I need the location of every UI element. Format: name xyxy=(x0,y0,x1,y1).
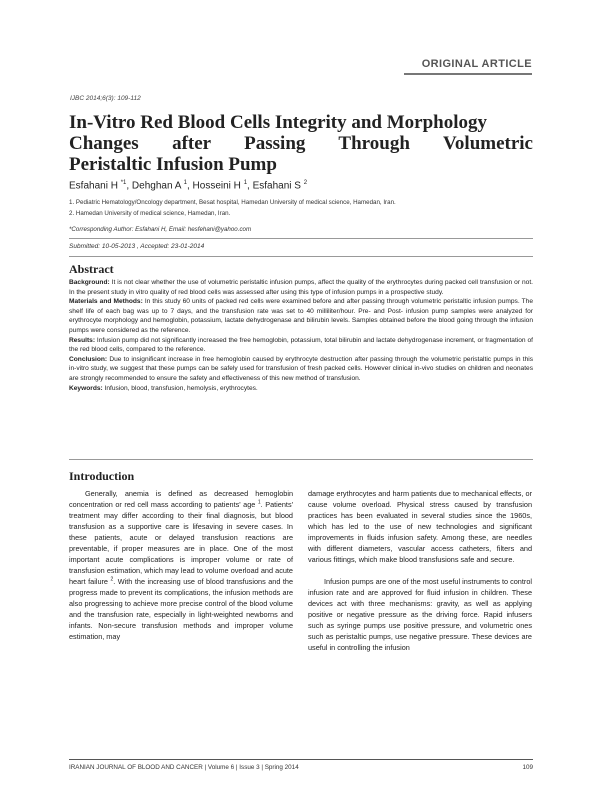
paragraph-text: Generally, anemia is defined as decreased hemoglobin concentration or red cell mass according to patients' age xyxy=(69,489,293,509)
divider xyxy=(69,256,533,257)
paragraph: damage erythrocytes and harm patients due to mechanical effects, or cause volume overload. Physical stress caused by transfusion practices has been evaluated in several studies since the 1960s, which has led to the use of new technologies and significant improvements in fluids infusion safety. Among these, are needles with different diameters, vascular access catheters, filters and various fittings, which make blood transfusions safe and secure. xyxy=(308,489,532,564)
title-line-1: In-Vitro Red Blood Cells Integrity and Morphology xyxy=(69,112,488,133)
paragraph: Infusion pumps are one of the most useful instruments to control infusion rate and are approved for fluid infusion in children. These devices act with three mechanisms: gravity, as well as applying positive or negative pressure as the driving force. Rapid infusers such as syringe pumps use positive pressure, and volumetric ones such as peristaltic pumps, use negative pressure. These devices are useful in controlling the infusion xyxy=(308,577,532,652)
article-type-underline xyxy=(404,73,532,75)
section-label: Keywords: xyxy=(69,384,103,392)
abstract-body xyxy=(69,278,533,393)
section-label: Background: xyxy=(69,279,110,286)
section-text: Due to insignificant increase in free hemoglobin caused by erythrocyte destruction after passing through the volumetric peristaltic pumps in this in-vitro study, we suggest that these pumps can be safely used for transfusion of fresh packed cells. However clinical in-vivo studies on children and neonates are strongly recommended to ensure the safety and effectiveness of this new method of transfusion. xyxy=(69,355,533,382)
section-text: In this study 60 units of packed red cells were examined before and after passing through volumetric peristaltic infusion pumps. The shelf life of each bag was up to 7 days, and the transfusion rate was set to 40 milliliter/hour. Pre- and Post- infusion pump samples were analyzed for erythrocyte morphology and hemoglobin, potassium, lactate dehydrogenase and bilirubin levels. Samples obtained before the blood going through the infusion pumps were considered as the reference. xyxy=(69,298,533,334)
introduction-heading: Introduction xyxy=(69,469,135,483)
abstract-background xyxy=(69,278,533,297)
abstract-results xyxy=(69,336,533,355)
author-name: , Dehghan A xyxy=(126,180,184,192)
section-text: Infusion, blood, transfusion, hemolysis, erythrocytes. xyxy=(102,384,258,392)
title-line-3: Peristaltic Infusion Pump xyxy=(69,154,277,175)
submission-dates: Submitted: 10-05-2013 , Accepted: 23-01-2014 xyxy=(69,243,205,250)
citation-ref[interactable]: 2 xyxy=(110,576,114,583)
paragraph-text: . With the increasing use of blood transfusions and the progress made to prevent its complications, the infusion methods are also progressing to achieve more precise control of the blood volume and the transfusion rate, especially in light-weighted newborns and infants. Non-secure transfusion methods and improper volume estimation, may xyxy=(69,577,294,641)
abstract-conclusion xyxy=(69,355,533,384)
paragraph xyxy=(69,488,293,642)
divider xyxy=(69,459,533,460)
author-name: , Esfahani S xyxy=(247,180,304,192)
author-name: , Hosseini H xyxy=(187,180,244,192)
author-name: Esfahani H xyxy=(69,180,121,192)
abstract-keywords xyxy=(69,384,533,394)
corresponding-author: *Corresponding Author: Esfahani H, Email: hesfehani@yahoo.com xyxy=(69,226,252,233)
abstract-methods xyxy=(69,297,533,335)
author-affil: 1 xyxy=(243,180,248,186)
footer-divider xyxy=(69,759,533,760)
journal-footer: IRANIAN JOURNAL OF BLOOD AND CANCER | Volume 6 | Issue 3 | Spring 2014 xyxy=(69,764,299,771)
section-label: Conclusion: xyxy=(69,355,108,363)
affiliation-2: 2. Hamedan University of medical science, Hamedan, Iran. xyxy=(69,210,231,217)
citation-ref[interactable]: 1 xyxy=(257,499,261,506)
citation: IJBC 2014;6(3): 109-112 xyxy=(70,95,141,102)
section-label: Results: xyxy=(69,336,96,344)
divider xyxy=(69,238,533,239)
author-affil: 1 xyxy=(183,180,187,186)
article-title xyxy=(69,112,533,175)
affiliation-1: 1. Pediatric Hematology/Oncology department, Besat hospital, Hamedan University of medical science, Hamedan, Iran. xyxy=(69,199,396,206)
intro-column-right xyxy=(308,488,532,653)
author-affil: 2 xyxy=(303,180,308,186)
paragraph-text: . Patients' treatment may differ according to their final diagnosis, but blood transfusion as a supportive care is lifesaving in severe cases. In these patients, acute or delayed transfusion reactions are preventable, if proper measures are in place. One of the most important acute complications is improper volume or rate of transfusion estimation, which may lead to volume overload and acute heart failure xyxy=(69,500,293,586)
title-line-2: Changes after Passing Through Volumetric xyxy=(69,133,533,154)
affiliations xyxy=(69,197,533,219)
abstract-heading: Abstract xyxy=(69,262,114,276)
author-affil: *1 xyxy=(120,180,127,186)
author-list xyxy=(69,180,307,191)
section-label: Materials and Methods: xyxy=(69,298,143,306)
section-text: It is not clear whether the use of volumetric peristaltic infusion pumps, affect the quality of the erythrocytes during packed cell transfusion or not. In the present study in vitro quality of red blood cells was assessed after using this type of infusion pumps in a prospective study. xyxy=(69,279,533,296)
section-text: Infusion pump did not significantly increased the free hemoglobin, potassium, total bilirubin and lactate dehydrogenase increment, or fragmentation of the red blood cells, compared to the reference. xyxy=(69,336,533,354)
page-number: 109 xyxy=(522,764,533,771)
intro-column-left xyxy=(69,488,293,642)
article-type-label: ORIGINAL ARTICLE xyxy=(421,58,532,70)
